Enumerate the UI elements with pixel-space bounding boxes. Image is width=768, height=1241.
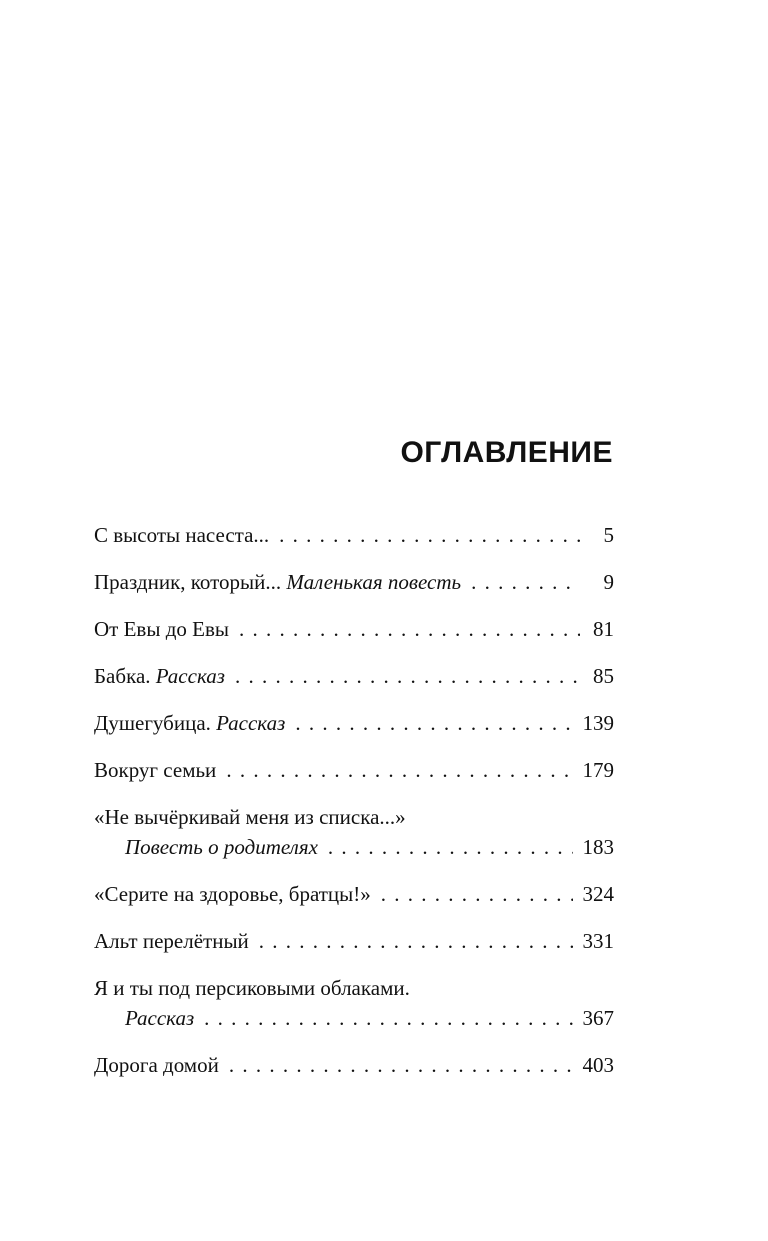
toc-entry [94,567,614,597]
toc-line [94,708,614,738]
toc-entry-title: От Евы до Евы [94,617,229,641]
toc-entry-title: «Не вычёркивай меня из списка...» [94,805,406,829]
toc-entry-title: Вокруг семьи [94,758,217,782]
toc-entry-subtitle: Рассказ [216,711,286,735]
toc-entry-subtitle: Маленькая повесть [286,570,462,594]
toc-entry-subtitle: Повесть о родителях [125,835,318,859]
toc-line [94,614,614,644]
table-of-contents [94,520,614,1097]
toc-entry [94,520,614,550]
toc-entry-title: Бабка. [94,664,151,688]
dot-leader [295,708,572,738]
toc-entry-title: Душегубица. [94,711,211,735]
dot-leader [328,832,573,862]
toc-entry [94,755,614,785]
toc-entry [94,926,614,956]
toc-page-number: 183 [582,835,614,859]
toc-line [94,926,614,956]
dot-leader [235,661,580,691]
dot-leader [471,567,580,597]
toc-entry-text [94,708,285,738]
toc-page-number: 331 [582,929,614,953]
toc-entry [94,973,614,1033]
toc-entry [94,614,614,644]
toc-page-number: 367 [582,1006,614,1030]
toc-entry-text [94,567,461,597]
toc-entry-text [94,661,225,691]
toc-entry-title: Я и ты под персиковыми облаками. [94,976,410,1000]
toc-entry [94,1050,614,1080]
toc-line [94,755,614,785]
dot-leader [279,520,580,550]
toc-page-number: 5 [603,523,614,547]
toc-line [94,661,614,691]
toc-entry-title: Праздник, который... [94,570,282,594]
toc-entry-subtitle: Рассказ [155,664,225,688]
toc-page-number: 9 [603,570,614,594]
toc-line [94,879,614,909]
toc-page-number: 179 [582,758,614,782]
dot-leader [259,926,573,956]
dot-leader [239,614,580,644]
toc-line [94,802,614,832]
toc-entry [94,661,614,691]
toc-entry-title: Альт перелётный [94,929,249,953]
toc-page-number: 403 [582,1053,614,1077]
toc-line [94,520,614,550]
toc-page-number: 324 [582,882,614,906]
dot-leader [226,755,572,785]
toc-page-number: 85 [593,664,614,688]
dot-leader [229,1050,573,1080]
toc-entry-subtitle: Рассказ [125,1006,195,1030]
toc-entry [94,802,614,862]
toc-line-continuation [94,1003,614,1033]
toc-line [94,973,614,1003]
toc-entry [94,708,614,738]
toc-entry [94,879,614,909]
toc-line [94,567,614,597]
dot-leader [204,1003,572,1033]
toc-page-number: 81 [593,617,614,641]
toc-line [94,1050,614,1080]
toc-entry-title: С высоты насеста... [94,523,270,547]
page-title: ОГЛАВЛЕНИЕ [400,436,613,469]
toc-line-continuation [94,832,614,862]
dot-leader [381,879,573,909]
toc-entry-title: «Серите на здоровье, братцы!» [94,882,371,906]
toc-page-number: 139 [582,711,614,735]
toc-entry-title: Дорога домой [94,1053,219,1077]
